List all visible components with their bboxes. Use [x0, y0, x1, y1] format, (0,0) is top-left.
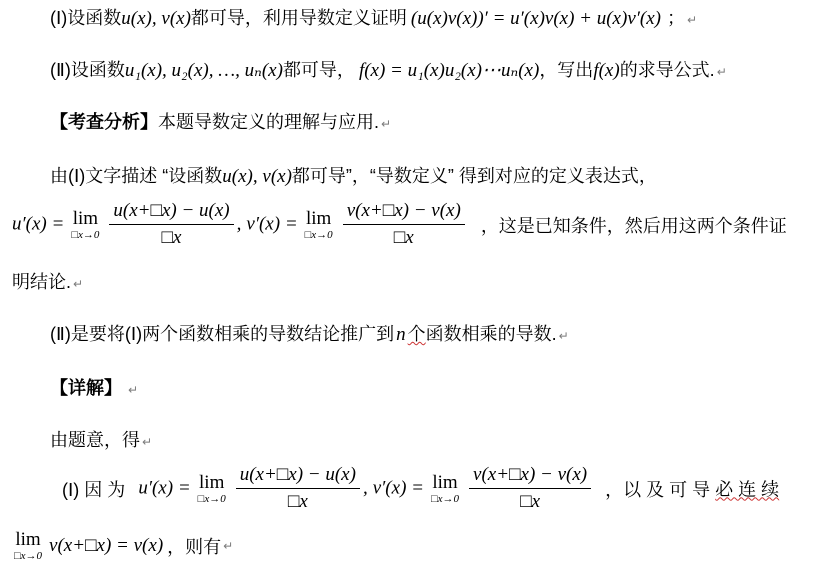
spell-check-mark: 必 连 续: [715, 479, 780, 500]
fraction: $\frac{u(x+□x) - u(x)}{□x}$: [109, 200, 233, 249]
limit-operator: lim □x→0: [197, 471, 226, 505]
text: 函数相乘的导数.: [425, 324, 557, 344]
analysis-paragraph-end: [12, 270, 83, 296]
math-expression: f(x): [593, 60, 620, 81]
limit-continuity-line: [12, 530, 233, 562]
text: 由题意，得: [50, 430, 140, 450]
math-expression: v′(x) =: [372, 477, 424, 499]
text: ，这是已知条件，然后用这两个条件证: [480, 215, 787, 236]
math-expression: f(x) = u₁(x)u₂(x)⋯uₙ(x): [358, 60, 540, 81]
fraction: $\frac{v(x+□x) - v(x)}{□x}$: [343, 200, 465, 249]
fraction: $\frac{v(x+□x) - v(x)}{□x}$: [469, 464, 591, 513]
text: ，以 及 可 导: [605, 479, 716, 500]
separator: ,: [362, 477, 368, 499]
text: 都可导，利用导数定义证明: [190, 8, 407, 28]
paragraph-mark-icon: ↵: [716, 65, 727, 79]
solution-formula-line: [62, 464, 779, 513]
separator: ,: [236, 213, 242, 235]
text: 本题导数定义的理解与应用.: [158, 112, 379, 132]
text: (Ⅱ)设函数: [50, 60, 125, 80]
fraction: $\frac{u(x+□x) - u(x)}{□x}$: [236, 464, 360, 513]
text: ；: [667, 8, 685, 28]
math-expression: u₁(x), u₂(x), …, uₙ(x): [124, 60, 283, 81]
paragraph-mark-icon: ↵: [128, 383, 139, 397]
analysis-heading: 【考查分析】: [50, 112, 158, 132]
limit-operator: lim □x→0: [430, 471, 460, 505]
paragraph-mark-icon: ↵: [73, 277, 84, 291]
text: (Ⅱ)是要将(Ⅰ)两个函数相乘的导数结论推广到: [50, 324, 395, 344]
math-expression: n: [396, 324, 406, 345]
text: 都可导，: [282, 60, 355, 80]
definition-formula-line: [12, 200, 787, 249]
text: 的求导公式.: [619, 60, 715, 80]
analysis-paragraph: [50, 164, 657, 189]
text: ，写出: [539, 60, 594, 80]
text: 明结论.: [12, 272, 72, 292]
math-expression: v(x+□x) = v(x): [49, 535, 164, 556]
text: (Ⅰ) 因 为: [62, 479, 126, 500]
paragraph-mark-icon: ↵: [687, 13, 698, 27]
solution-heading-line: [50, 376, 138, 402]
problem-part-2: [50, 58, 727, 84]
spell-check-mark: 个: [407, 324, 426, 344]
math-expression: u′(x) =: [138, 477, 191, 499]
text: (Ⅰ)设函数: [50, 8, 122, 28]
limit-operator: lim □x→0: [304, 207, 333, 241]
limit-operator: lim □x→0: [71, 207, 100, 241]
math-expression: v′(x) =: [246, 213, 298, 235]
paragraph-mark-icon: ↵: [381, 117, 392, 131]
math-expression: u(x), v(x): [121, 8, 191, 29]
paragraph-mark-icon: ↵: [558, 329, 569, 343]
analysis-heading-line: [50, 110, 391, 136]
text: ，则有: [167, 537, 222, 557]
math-expression: (u(x)v(x))′ = u′(x)v(x) + u(x)v′(x): [410, 8, 661, 29]
math-expression: u(x), v(x): [222, 166, 292, 187]
paragraph-mark-icon: ↵: [142, 435, 153, 449]
text: 由(Ⅰ)文字描述 “设函数: [50, 166, 223, 186]
paragraph-mark-icon: ↵: [223, 539, 234, 553]
math-expression: u′(x) =: [12, 213, 65, 235]
problem-part-1: [50, 6, 697, 32]
solution-heading: 【详解】: [50, 378, 122, 398]
solution-intro: [50, 428, 152, 454]
limit-operator: lim □x→0: [14, 529, 43, 562]
text: 都可导”，“导数定义” 得到对应的定义表达式，: [291, 166, 657, 186]
analysis-part-2: [50, 322, 569, 348]
